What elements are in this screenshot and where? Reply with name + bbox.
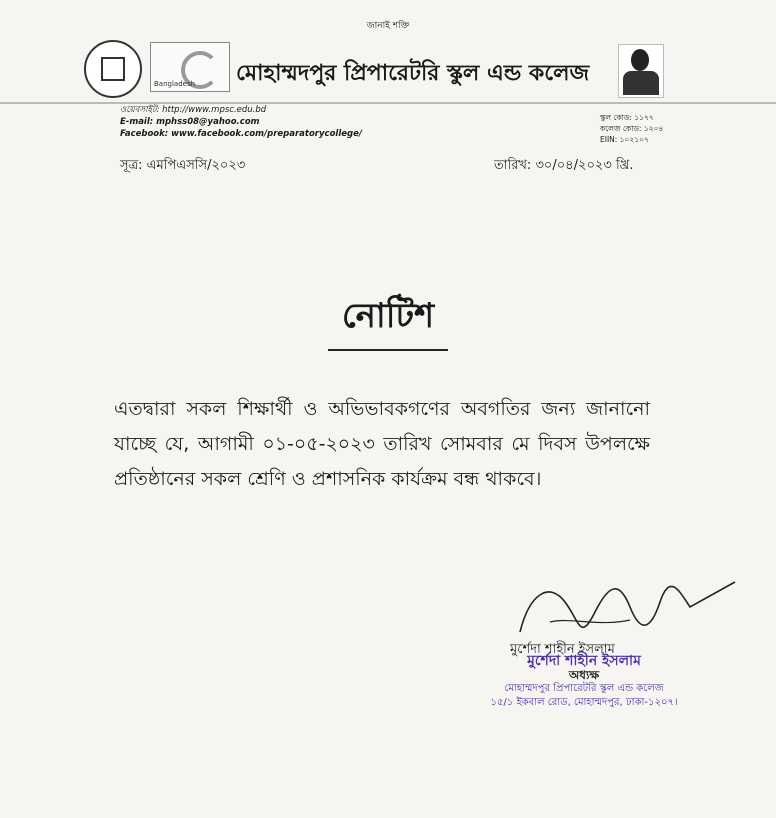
institution-codes xyxy=(600,112,663,145)
eiin-code: EIIN: ১০২১০৭ xyxy=(600,135,649,144)
website-text: ওয়েবসাইট: http://www.mpsc.edu.bd xyxy=(120,105,267,115)
campaign-logo-text: Bangladesh xyxy=(154,80,196,88)
school-logo-icon xyxy=(84,40,142,98)
notice-title xyxy=(0,288,776,351)
notice-date: তারিখ: ৩০/০৪/২০২৩ খ্রি. xyxy=(494,158,634,173)
stamp-address: ১৫/১ ইকবাল রোড, মোহাম্মদপুর, ঢাকা-১২০৭। xyxy=(490,697,678,708)
header-divider xyxy=(0,102,776,104)
contact-info xyxy=(120,104,362,140)
notice-body: এতদ্বারা সকল শিক্ষার্থী ও অভিভাবকগণের অবগতির জন্য জানানো যাচ্ছে যে, আগামী ০১-০৫-২০২৩ তারিখ সোমবার মে দিবস উপলক্ষে প্রতিষ্ঠানের সকল শ্রেণি ও প্রশাসনিক কার্যক্রম বন্ধ থাকবে। xyxy=(114,398,650,490)
official-stamp xyxy=(484,654,684,710)
facebook-text: Facebook: www.facebook.com/preparatorycollege/ xyxy=(120,129,362,139)
motto: জানাই শক্তি xyxy=(366,21,410,31)
school-name: মোহাম্মদপুর প্রিপারেটরি স্কুল এন্ড কলেজ xyxy=(236,61,590,86)
stamp-role: অধ্যক্ষ xyxy=(568,668,600,682)
signer-name: মুর্শেদা শাহীন ইসলাম xyxy=(510,642,615,657)
school-code: স্কুল কোড: ১১৭৭ xyxy=(600,113,654,122)
college-code: কলেজ কোড: ১২০৪ xyxy=(600,124,664,133)
stamp-name: মুর্শেদা শাহীন ইসলাম xyxy=(527,653,641,669)
reference-number: সূত্র: এমপিএসসি/২০২৩ xyxy=(120,158,246,173)
notice-title-text: নোটিশ xyxy=(328,288,448,351)
campaign-logo-icon xyxy=(150,42,230,92)
stamp-school: মোহাম্মদপুর প্রিপারেটরি স্কুল এন্ড কলেজ xyxy=(504,683,664,694)
email-text: E-mail: mphss08@yahoo.com xyxy=(120,117,260,127)
portrait-icon xyxy=(618,44,664,98)
